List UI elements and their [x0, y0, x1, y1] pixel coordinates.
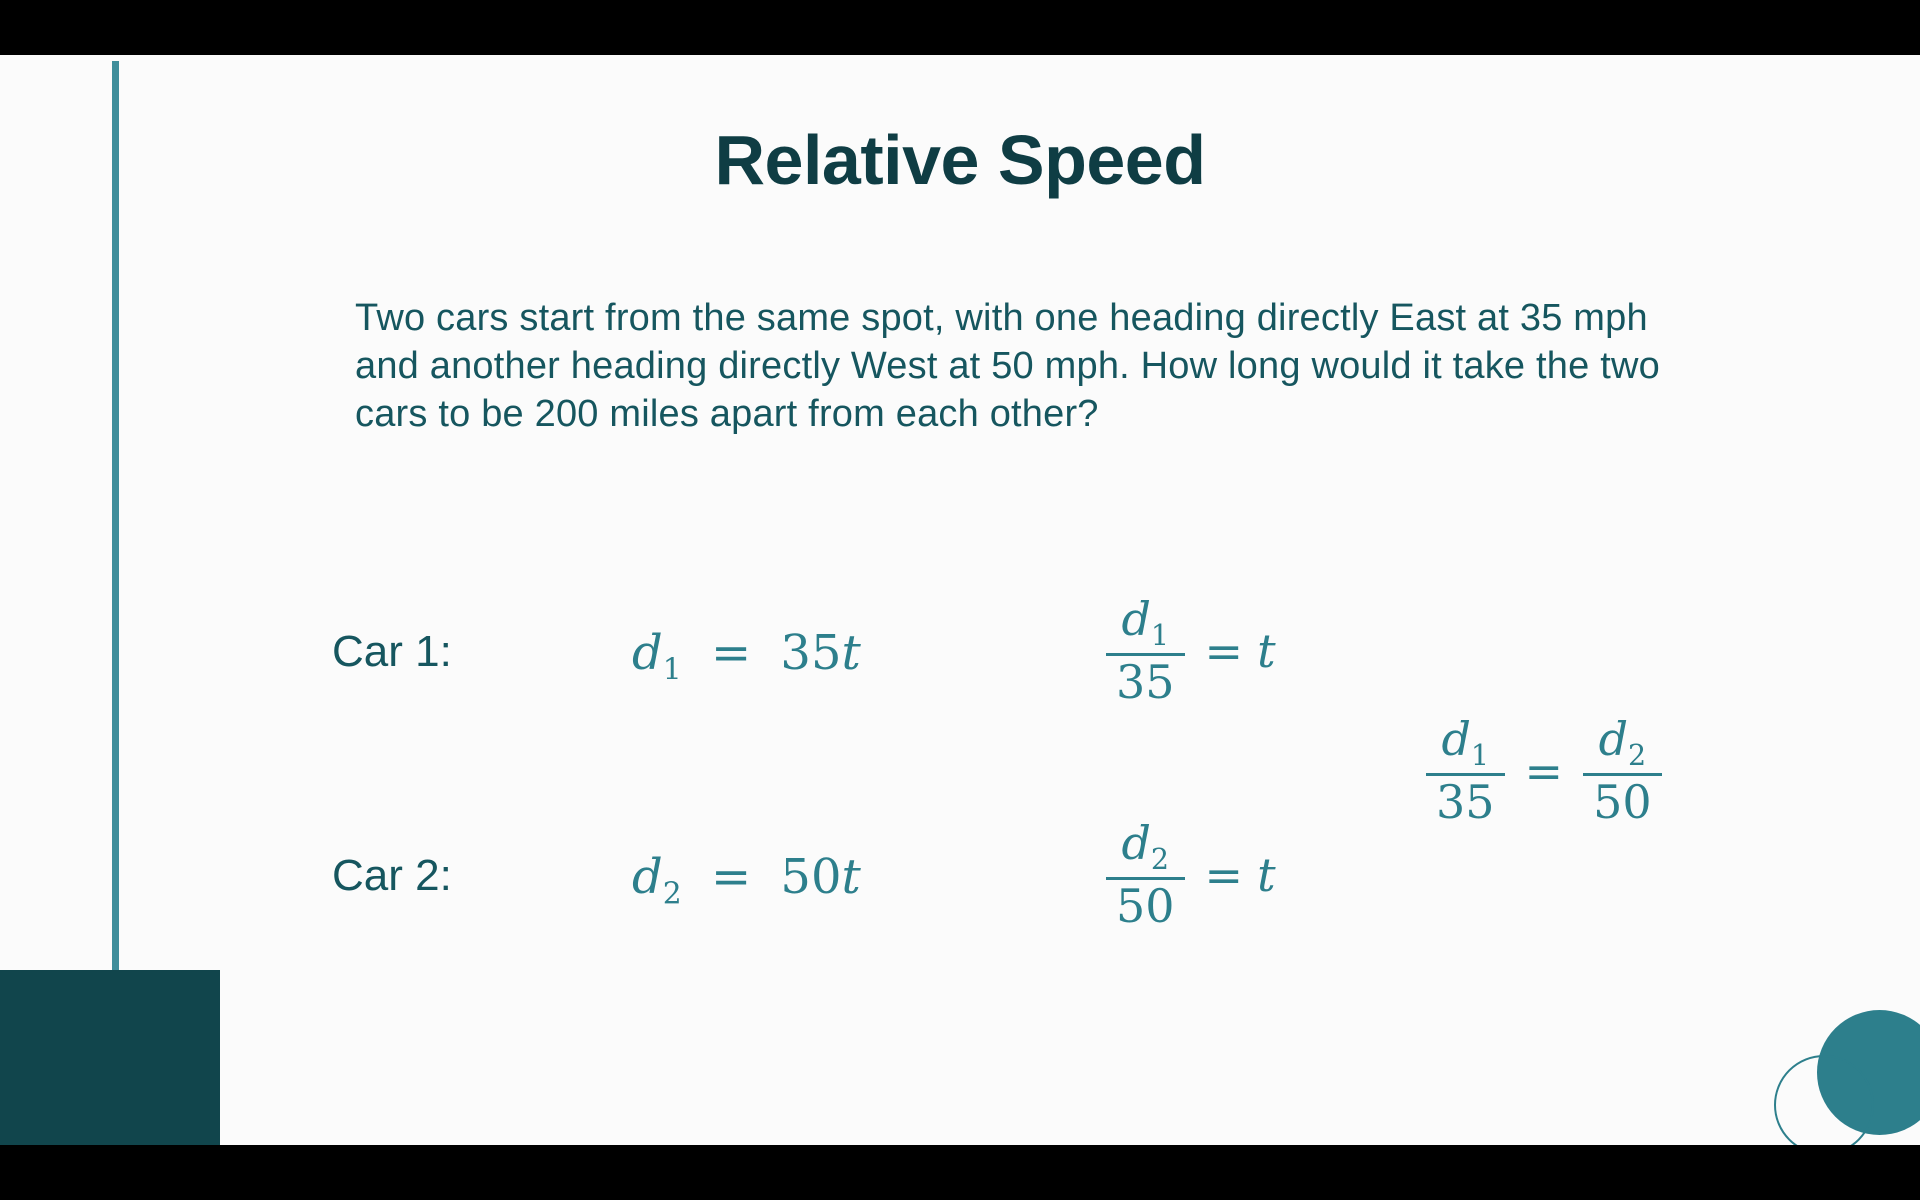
car-1-fraction-denominator: 35: [1116, 655, 1175, 710]
slide-title: Relative Speed: [714, 121, 1206, 199]
proportion-left-denominator: 35: [1436, 775, 1495, 830]
car-2-eq-subscript: 2: [662, 876, 682, 912]
car-1-eq-subscript: 1: [662, 652, 682, 688]
proportion-left-numerator-var: d: [1441, 712, 1471, 766]
car-2-fraction-numerator-var: d: [1121, 816, 1151, 870]
car-1-solved-equation: [1100, 592, 1276, 710]
proportion-left-fraction: [1426, 712, 1505, 830]
car-1-solved-rhs: t: [1257, 623, 1276, 678]
proportion-right-fraction: [1583, 712, 1662, 830]
car-2-fraction: [1106, 816, 1185, 934]
car-1-fraction: [1106, 592, 1185, 710]
car-1-distance-equation: [632, 625, 861, 688]
car-1-eq-coefficient: 35: [780, 625, 842, 681]
car-2-eq-equals: =: [710, 849, 752, 905]
car-2-fraction-denominator: 50: [1116, 879, 1175, 934]
proportion-right-denominator: 50: [1593, 775, 1652, 830]
proportion-left-numerator-sub: 1: [1470, 739, 1490, 773]
car-1-solved-equals: =: [1204, 623, 1244, 678]
proportion-right-numerator-sub: 2: [1628, 739, 1647, 773]
outline-circle-decoration: [1774, 1055, 1874, 1145]
car-2-eq-time-variable: t: [841, 849, 861, 905]
car-1-fraction-numerator-var: d: [1121, 592, 1151, 646]
problem-statement: Two cars start from the same spot, with one heading directly East at 35 mph and another heading directly West at 50 mph. How long would it take the two cars to be 200 miles apart from each other?: [355, 297, 1660, 435]
car-1-eq-time-variable: t: [841, 625, 861, 681]
car-1-eq-equals: =: [710, 625, 752, 681]
car-1-label: Car 1:: [332, 627, 452, 676]
car-2-distance-equation: [632, 849, 861, 912]
car-2-fraction-numerator: [1111, 816, 1179, 877]
proportion-right-numerator: [1589, 712, 1657, 773]
proportion-equation: [1420, 712, 1668, 830]
car-2-eq-variable: d: [632, 849, 663, 905]
proportion-right-numerator-var: d: [1598, 712, 1629, 766]
car-2-label: Car 2:: [332, 851, 452, 900]
car-1-fraction-numerator-sub: 1: [1150, 619, 1170, 653]
car-2-solved-equation: [1100, 816, 1276, 934]
car-2-solved-rhs: t: [1257, 847, 1276, 902]
car-1-fraction-numerator: [1111, 592, 1179, 653]
math-work-area: [0, 575, 1920, 1045]
proportion-left-numerator: [1431, 712, 1499, 773]
proportion-equals: =: [1524, 743, 1564, 798]
presentation-slide: [0, 55, 1920, 1145]
car-2-fraction-numerator-sub: 2: [1150, 843, 1170, 877]
car-1-eq-variable: d: [632, 625, 663, 681]
car-2-solved-equals: =: [1204, 847, 1244, 902]
car-2-eq-coefficient: 50: [780, 849, 842, 905]
